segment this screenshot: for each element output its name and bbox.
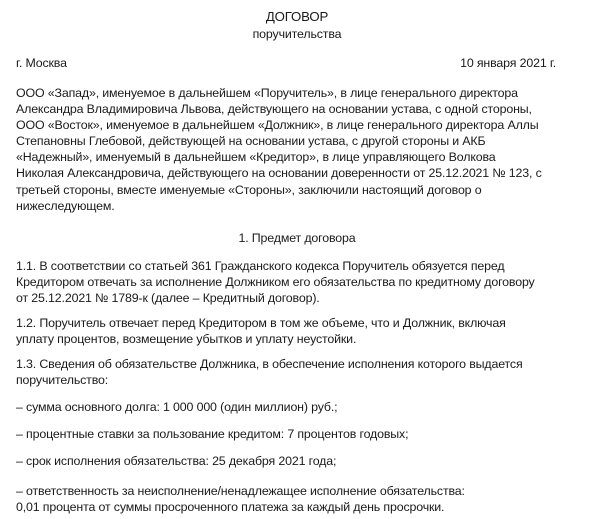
clause-line: поручительство:	[16, 373, 109, 388]
preamble-line: нижеследующем.	[16, 198, 115, 213]
document-date: 10 января 2021 г.	[460, 56, 556, 70]
bullet-line: – сумма основного долга: 1 000 000 (один миллион) руб.;	[16, 400, 338, 414]
preamble-line: «Надежный», именуемый в дальнейшем «Кредитор», в лице управляющего Волкова	[16, 150, 496, 165]
bullet-line: – срок исполнения обязательства: 25 декабря 2021 года;	[16, 454, 337, 468]
clause-line: 1.2. Поручитель отвечает перед Кредитором в том же объеме, что и Должник, включая	[16, 316, 506, 330]
preamble-paragraph	[16, 85, 596, 214]
preamble-line: Александра Владимировича Львова, действующего на основании устава, с одной стороны,	[16, 102, 532, 117]
preamble-line: Степановны Глебовой, действующей на основании устава, с другой стороны и АКБ	[16, 134, 486, 149]
bullet-liability	[16, 483, 596, 515]
section-heading: 1. Предмет договора	[238, 231, 356, 245]
bullet-line: – процентные ставки за пользование кредитом: 7 процентов годовых;	[16, 427, 409, 441]
bullet-interest-rate	[16, 426, 596, 442]
clause-line: Кредитором отвечать за исполнение Должником его обязательства по кредитному договору	[16, 275, 535, 290]
bullet-due-date	[16, 453, 596, 469]
document-city: г. Москва	[16, 56, 67, 70]
clause-line: уплату процентов, возмещение убытков и уплату неустойки.	[16, 332, 357, 347]
bullet-line: – ответственность за неисполнение/ненадлежащее исполнение обязательства:	[16, 484, 465, 498]
bullet-principal-amount	[16, 399, 596, 415]
document-title: ДОГОВОР	[265, 9, 329, 24]
preamble-line: третьей стороны, вместе именуемые «Стороны», заключили настоящий договор о	[16, 182, 482, 197]
preamble-line: ООО «Восток», именуемое в дальнейшем «Должник», в лице генерального директора Аллы	[16, 118, 539, 133]
clause-line: 1.1. В соответствии со статьей 361 Гражданского кодекса Поручитель обязуется перед	[16, 259, 505, 273]
clause-1-1	[16, 258, 596, 306]
clause-1-3	[16, 356, 596, 388]
clause-line: 1.3. Сведения об обязательстве Должника, в обеспечение исполнения которого выдается	[16, 357, 523, 371]
clause-line: от 25.12.2021 № 1789-к (далее – Кредитный договор).	[16, 291, 320, 306]
clause-1-2	[16, 315, 596, 347]
bullet-line: 0,01 процента от суммы просроченного платежа за каждый день просрочки.	[16, 500, 445, 515]
document-subtitle: поручительства	[252, 27, 342, 41]
preamble-line: Николая Александровича, действующего на основании доверенности от 25.12.2021 № 123, с	[16, 166, 542, 181]
preamble-line: ООО «Запад», именуемое в дальнейшем «Поручитель», в лице генерального директора	[16, 86, 518, 100]
